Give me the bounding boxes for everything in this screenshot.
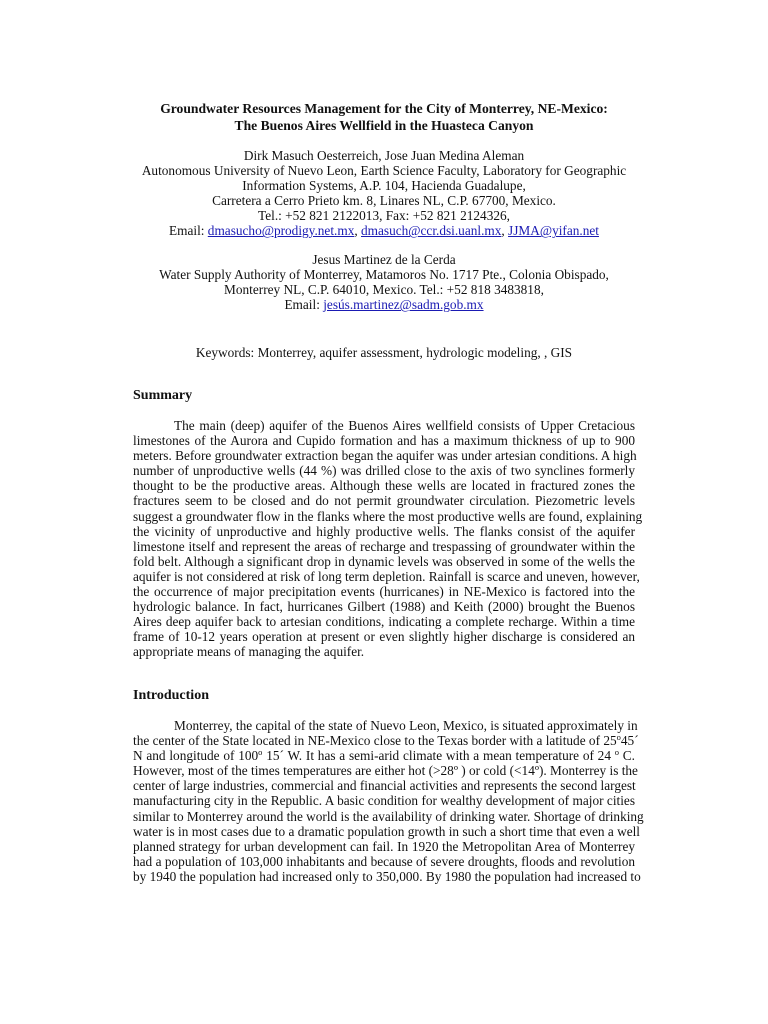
summary-line: aquifer is not considered at risk of long term depletion. Rainfall is scarce and uneven, however, (133, 568, 640, 584)
intro-line: the center of the State located in NE-Mexico close to the Texas border with a latitude of 25$^o$45´ (133, 732, 639, 749)
intro-line: manufacturing city in the Republic. A basic condition for wealthy development of major cities (133, 793, 635, 809)
summary-heading: Summary (133, 388, 193, 403)
author-names: Dirk Masuch Oesterreich, Jose Juan Medina Aleman (243, 148, 525, 163)
intro-line: water is in most cases due to a dramatic population growth in such a short time that even a well (133, 823, 640, 839)
summary-line: limestones of the Aurora and Cupido formation and has a maximum thickness of up to 900 (133, 433, 635, 449)
author-name-2: Jesus Martinez de la Cerda (312, 252, 456, 267)
intro-line: by 1940 the population had increased only to 350,000. By 1980 the population had increased to (133, 868, 641, 884)
paper-title (100, 100, 668, 134)
introduction-heading: Introduction (133, 688, 209, 703)
summary-line: thought to be the productive areas. Although these wells are located in fractured zones the (133, 478, 635, 494)
keywords-line: Keywords: Monterrey, aquifer assessment, hydrologic modeling, , GIS (195, 345, 573, 360)
affiliation-line-2: Information Systems, A.P. 104, Hacienda Guadalupe, (242, 178, 526, 194)
intro-line: similar to Monterrey around the world is the availability of drinking water. Shortage of drinking (133, 808, 644, 824)
affiliation-2-line-2: Monterrey NL, C.P. 64010, Mexico. Tel.: +52 818 3483818, (224, 282, 544, 298)
title-line-1: Groundwater Resources Management for the City of Monterrey, NE-Mexico: (160, 101, 608, 116)
author-block-1 (100, 148, 668, 239)
affiliation-line-1: Autonomous University of Nuevo Leon, Earth Science Faculty, Laboratory for Geographic (141, 163, 627, 179)
email-label: Email: (169, 223, 208, 239)
email-link-3[interactable]: JJMA@yifan.net (508, 223, 599, 239)
summary-line: fold belt. Although a significant drop in dynamic levels was observed in some of the wells the (133, 553, 635, 569)
summary-line: fractures seem to be closed and do not permit groundwater circulation. Piezometric levels (133, 493, 635, 509)
summary-line: hydrologic balance. In fact, hurricanes Gilbert (1988) and Keith (2000) brought the Buenos (133, 599, 635, 615)
affiliation-2-line-1: Water Supply Authority of Monterrey, Matamoros No. 1717 Pte., Colonia Obispado, (159, 267, 609, 283)
author-block-2 (100, 252, 668, 312)
email-line (100, 223, 668, 238)
summary-line: The main (deep) aquifer of the Buenos Aires wellfield consists of Upper Cretacious (174, 418, 635, 433)
summary-paragraph (133, 418, 643, 660)
intro-line: N and longitude of 100$^o$ 15´ W. It has a semi-arid climate with a mean temperature of 24 $^o$ C. (133, 747, 635, 764)
phone-line: Tel.: +52 821 2122013, Fax: +52 821 2124326, (258, 208, 510, 224)
summary-line: frame of 10-12 years operation at present or even slightly higher discharge is considered an (133, 629, 635, 645)
summary-line: appropriate means of managing the aquifer. (133, 644, 365, 660)
introduction-paragraph (133, 718, 644, 884)
summary-line: Aires deep aquifer back to artesian conditions, indicating a complete recharge. Within a time (133, 614, 635, 630)
summary-line: meters. Before groundwater extraction began the aquifer was under artesian conditions. A high (133, 448, 637, 464)
summary-line: limestone itself and represent the areas of recharge and trespassing of groundwater within the (133, 538, 635, 554)
intro-line: planned strategy for urban development can fail. In 1920 the Metropolitan Area of Monterrey (133, 838, 635, 854)
intro-line: had a population of 103,000 inhabitants and because of severe droughts, floods and revolution (133, 853, 635, 869)
email-link-1[interactable]: dmasucho@prodigy.net.mx (207, 223, 355, 239)
summary-line: the vicinity of unproductive and highly productive wells. The flanks consist of the aquifer (133, 523, 635, 539)
email-label-2: Email: (284, 297, 324, 313)
email-separator-2: , (501, 223, 509, 239)
summary-line: the occurrence of major precipitation events (hurricanes) in NE-Mexico is factored into the (133, 584, 635, 600)
intro-line: Monterrey, the capital of the state of Nuevo Leon, Mexico, is situated approximately in (174, 718, 638, 733)
title-line-2: The Buenos Aires Wellfield in the Huasteca Canyon (234, 118, 534, 133)
intro-line: center of large industries, commercial and financial activities and represents the second largest (133, 778, 636, 794)
summary-line: suggest a groundwater flow in the flanks where the most productive wells are found, explaining (133, 508, 643, 524)
address-line: Carretera a Cerro Prieto km. 8, Linares NL, C.P. 67700, Mexico. (212, 193, 556, 209)
email-link-2[interactable]: dmasuch@ccr.dsi.uanl.mx (361, 223, 502, 239)
email-line-2 (100, 297, 668, 312)
intro-line: However, most of the times temperatures are either hot (>28º ) or cold (<14º). Monterrey is the (133, 763, 638, 779)
summary-line: number of unproductive wells (44 %) was drilled close to the axis of two synclines formerly (133, 463, 635, 479)
email-separator-1: , (354, 223, 361, 239)
email-link-4[interactable]: jesús.martinez@sadm.gob.mx (323, 297, 484, 313)
